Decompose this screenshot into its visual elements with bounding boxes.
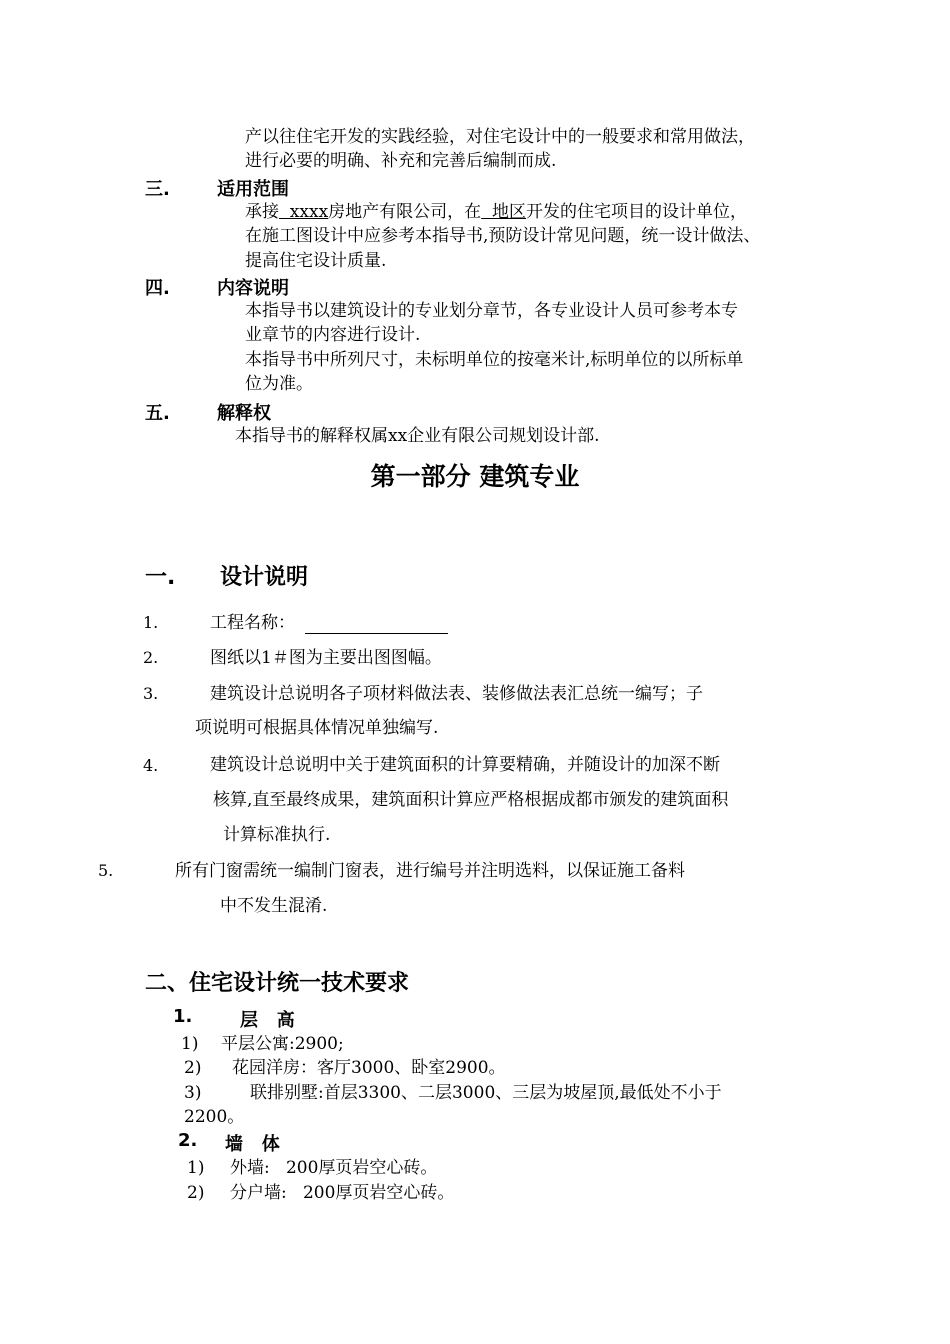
- paragraph-line: [245, 200, 747, 224]
- paragraph-line: 位为准。: [245, 374, 313, 394]
- list-item-text: 2200。: [184, 1107, 245, 1127]
- section-number: 五.: [145, 403, 170, 424]
- section-title: 解释权: [217, 403, 271, 424]
- list-item-text: 建筑设计总说明各子项材料做法表、装修做法表汇总统一编写；子: [210, 684, 703, 704]
- heading-title: 设计说明: [220, 565, 309, 590]
- subheading-number: 1.: [173, 1006, 193, 1027]
- list-item-text: 中不发生混淆.: [220, 896, 328, 916]
- paragraph-line: 提高住宅设计质量.: [245, 251, 387, 271]
- heading-number: 一.: [145, 565, 176, 590]
- list-item-text: 花园洋房：客厅3000、卧室2900。: [232, 1058, 506, 1078]
- project-name-label: 工程名称：: [210, 613, 295, 633]
- section-title: 内容说明: [217, 278, 289, 299]
- list-number: 1.: [143, 613, 159, 632]
- project-name-blank: [305, 611, 448, 634]
- list-number: 1): [181, 1034, 199, 1054]
- paragraph-line: 业章节的内容进行设计.: [245, 325, 421, 345]
- company-placeholder: xxxx: [279, 202, 329, 222]
- region-placeholder: 地区: [481, 202, 526, 222]
- list-number: 1): [187, 1158, 205, 1178]
- text-run: 房地产有限公司，在: [328, 202, 482, 222]
- subheading-number: 2.: [178, 1130, 198, 1151]
- paragraph-line: 在施工图设计中应参考本指导书,预防设计常见问题，统一设计做法、: [245, 226, 761, 246]
- list-number: 5.: [98, 861, 114, 880]
- list-item-text: 分户墙: 200厚页岩空心砖。: [230, 1183, 455, 1203]
- text-run: 承接: [245, 202, 279, 222]
- intro-line: 产以往住宅开发的实践经验，对住宅设计中的一般要求和常用做法，: [245, 127, 755, 147]
- list-item-text: 项说明可根据具体情况单独编写.: [195, 718, 439, 738]
- intro-line: 进行必要的明确、补充和完善后编制而成.: [245, 151, 557, 171]
- paragraph-line: 本指导书的解释权属xx企业有限公司规划设计部.: [235, 426, 600, 446]
- paragraph-line: 本指导书中所列尺寸，未标明单位的按毫米计,标明单位的以所标单: [245, 350, 744, 370]
- list-item-text: [210, 611, 448, 635]
- list-number: 2): [187, 1183, 205, 1203]
- list-item-text: 联排别墅:首层3300、二层3000、三层为坡屋顶,最低处不小于: [250, 1083, 722, 1103]
- list-item-text: 图纸以1＃图为主要出图图幅。: [210, 648, 442, 668]
- section-number: 四.: [145, 278, 170, 299]
- list-item-text: 平层公寓:2900;: [221, 1034, 344, 1054]
- list-item-text: 建筑设计总说明中关于建筑面积的计算要精确，并随设计的加深不断: [210, 755, 720, 775]
- list-number: 4.: [143, 756, 159, 775]
- list-item-text: 计算标准执行.: [223, 825, 331, 845]
- heading-title: 二、住宅设计统一技术要求: [145, 971, 410, 996]
- paragraph-line: 本指导书以建筑设计的专业划分章节，各专业设计人员可参考本专: [245, 301, 738, 321]
- list-item-text: 所有门窗需统一编制门窗表，进行编号并注明选料，以保证施工备料: [175, 861, 685, 881]
- list-number: 2.: [143, 648, 159, 667]
- part-title: 第一部分 建筑专业: [370, 462, 580, 491]
- list-item-text: 外墙: 200厚页岩空心砖。: [230, 1158, 438, 1178]
- list-item-text: 核算,直至最终成果，建筑面积计算应严格根据成都市颁发的建筑面积: [213, 790, 729, 810]
- list-number: 3.: [143, 684, 159, 703]
- subheading-title: 层 高: [240, 1010, 295, 1031]
- subheading-title: 墙 体: [225, 1134, 280, 1155]
- list-number: 2): [184, 1058, 202, 1078]
- list-number: 3): [184, 1083, 202, 1103]
- text-run: 开发的住宅项目的设计单位，: [525, 202, 747, 222]
- section-title: 适用范围: [217, 179, 289, 200]
- section-number: 三.: [145, 179, 170, 200]
